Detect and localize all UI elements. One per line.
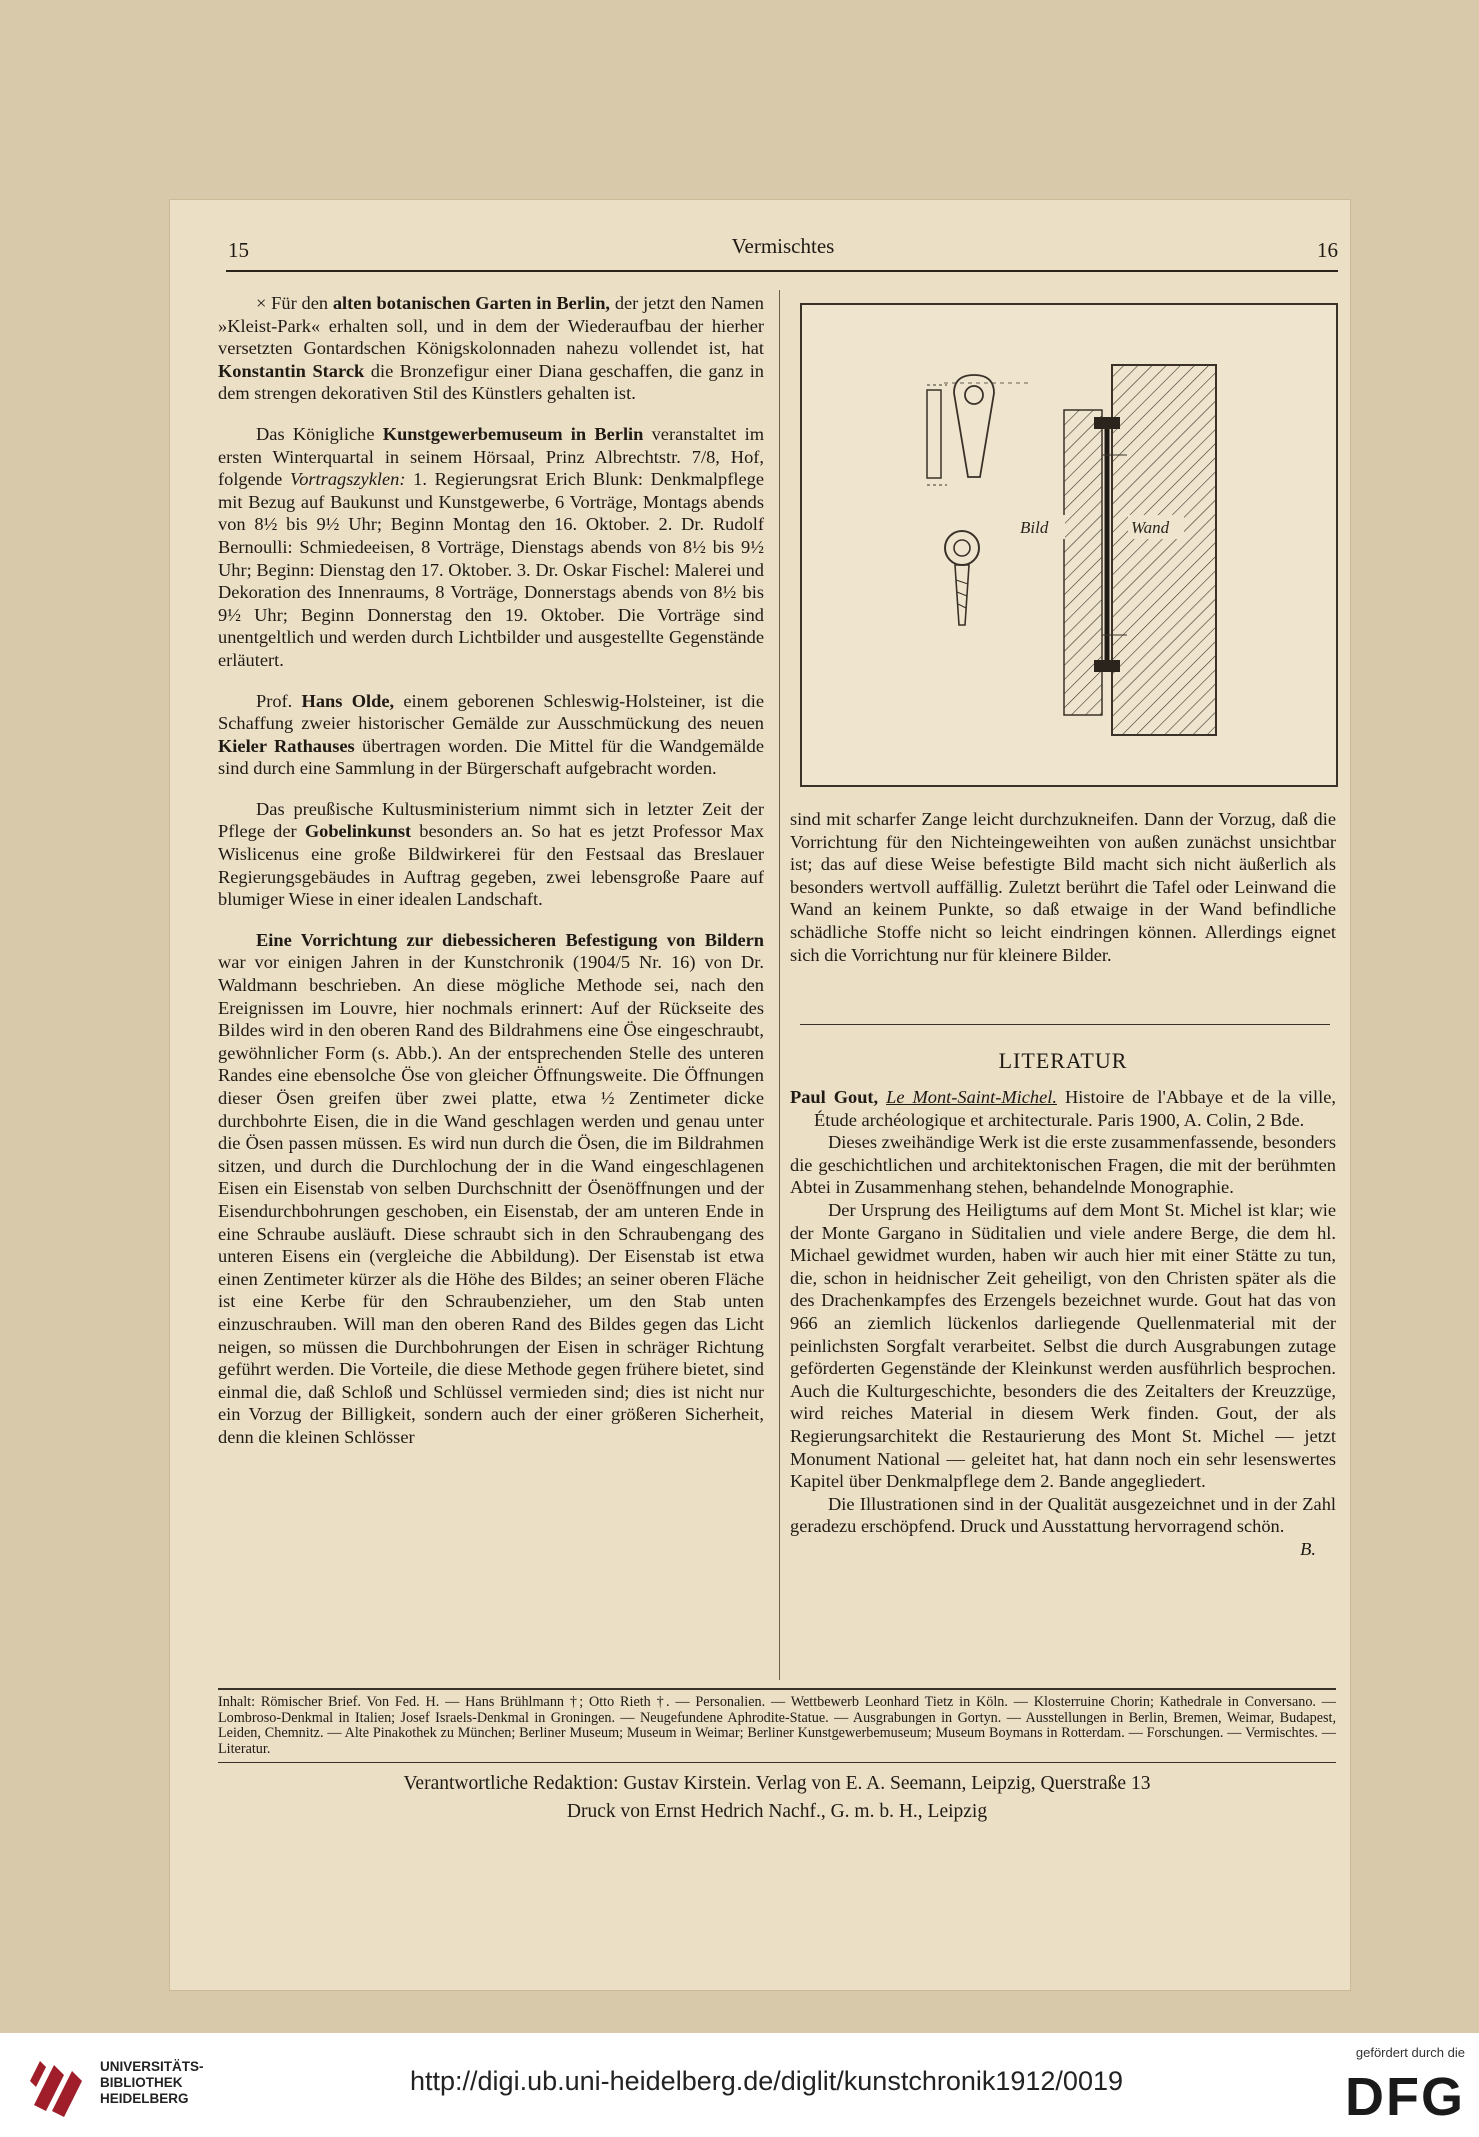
article-continuation: sind mit scharfer Zange leicht durchzukneifen. Dann der Vorzug, daß die Vorrichtung für den Nichteingeweihten von außen zunächst unsichtbar ist; das auf diese Weise befestigte Bild macht sich nicht äußerlich als besonders wertvoll auffällig. Zuletzt berührt die Tafel oder Leinwand die Wand an keinem Punkte, so daß etwaige in der Wand befindliche schädliche Stoffe nicht so leicht eindringen können. Allerdings eignet sich die Vorrichtung nur für kleinere Bilder. <box>790 809 1336 965</box>
screw-eye-ring <box>945 531 979 565</box>
imprint <box>218 1770 1336 1826</box>
table-of-contents: Inhalt: Römischer Brief. Von Fed. H. — Hans Brühlmann †; Otto Rieth †. — Personalien. — Wettbewerb Leonhard Tietz in Köln. — Klosterruine Chorin; Kathedrale in Conversano. — Lombroso-Denkmal in Italien; Josef Israels-Denkmal in Groningen. — Neugefundene Aphrodite-Statue. — Ausgrabungen in Gortyn. — Ausstellungen in Berlin, Bremen, Weimar, Budapest, Leiden, Chemnitz. — Alte Pinakothek zu München; Berliner Museum; Museum in Weimar; Berliner Kunstgewerbemuseum; Museum Boymans in Rotterdam. — Forschungen. — Vermischtes. — Literatur. <box>218 1694 1336 1757</box>
reviewer-signature: B. <box>1300 1538 1316 1559</box>
header-rule <box>226 270 1338 272</box>
literatur-review-p1: Dieses zweihändige Werk ist die erste zusammenfassende, besonders die geschichtlichen und architektonischen Fragen, die mit der berühmten Abtei in Zusammenhang stehen, behandelnde Monographie. <box>790 1132 1336 1198</box>
toc-rule <box>218 1688 1336 1690</box>
article-hans-olde: Prof. Hans Olde, einem geborenen Schleswig-Holsteiner, ist die Schaffung zweier historischer Gemälde zur Ausschmückung des neuen Kieler Rathauses übertragen worden. Die Mittel für die Wandgemälde sind durch eine Sammlung in der Bürgerschaft aufgebracht worden. <box>218 690 764 779</box>
running-head-title: Vermischtes <box>731 234 835 258</box>
imprint-editor: Verantwortliche Redaktion: Gustav Kirstein. Verlag von E. A. Seemann, Leipzig, Querstraße 13 <box>403 1773 1151 1794</box>
literatur-section <box>790 1086 1336 1560</box>
article-diebessichere-befestigung: Eine Vorrichtung zur diebessicheren Befestigung von Bildern war vor einigen Jahren in der Kunstchronik (1904/5 Nr. 16) von Dr. Waldmann beschrieben. An diese mögliche Methode sei, nach den Ereignissen im Louvre, hier nochmals erinnert: Auf der Rückseite des Bildes wird in den oberen Rand des Bildrahmens eine Öse eingeschraubt, gewöhnlicher Form (s. Abb.). An der entsprechenden Stelle des unteren Randes eine ebensolche Öse von gleicher Öffnungsweite. Die Öffnungen dieser Ösen greifen über zwei platte, etwa ½ Zentimeter dicke durchbohrte Eisen, die in die Wand geschlagen werden und genau unter die Ösen passen müssen. Es wird nun durch die Ösen, die im Bildrahmen sitzen, und durch die Durchlochung der in die Wand eingeschlagenen Eisen ein Eisenstab von selben Durchschnitt der Ösenöffnungen und der Eisendurchbohrungen geschoben, ein Eisenstab, der am unteren Ende in eine Schraube ausläuft. Diese schraubt sich in den Schraubengang des unteren Eisens ein (vergleiche die Abbildung). Der Eisenstab ist etwa einen Zentimeter kürzer als die Höhe des Bildes; an seiner oberen Fläche ist eine Kerbe für den Schraubenzieher, um den Stab unten einzuschrauben. Will man den oberen Rand des Bildes gegen das Licht neigen, so müssen die Durchbohrungen der Eisen in schräger Richtung geführt werden. Die Vorteile, die diese Methode gegen frühere bietet, sind einmal die, daß Schloß und Schlüssel vermieden sind; dies ist nicht nur ein Vorzug der Billigkeit, sondern auch der einer größeren Sicherheit, denn die kleinen Schlösser <box>218 929 764 1447</box>
imprint-printer: Druck von Ernst Hedrich Nachf., G. m. b. H., Leipzig <box>566 1801 988 1822</box>
digitization-footer <box>0 2033 1479 2137</box>
left-column <box>218 292 764 1449</box>
literatur-heading: LITERATUR <box>998 1048 1128 1073</box>
permalink-url[interactable]: http://digi.ub.uni-heidelberg.de/diglit/kunstchronik1912/0019 <box>410 2066 1123 2096</box>
lower-iron <box>1094 660 1120 672</box>
university-library-logo-icon <box>24 2045 90 2125</box>
page-number-right: 16 <box>1317 238 1338 262</box>
wall-section <box>1112 365 1216 735</box>
credits-rule <box>218 1762 1336 1763</box>
section-divider <box>800 1024 1330 1025</box>
label-wand: Wand <box>1131 518 1170 537</box>
hanging-device-figure <box>800 303 1338 787</box>
literatur-entry: Paul Gout, Le Mont-Saint-Michel. Histoire de l'Abbaye et de la ville, Étude archéologique et architecturale. Paris 1900, A. Colin, 2 Bde. <box>790 1087 1336 1130</box>
dfg-logo: DFG <box>1345 2067 1465 2127</box>
column-rule <box>779 290 780 1680</box>
funding-caption: gefördert durch die <box>1355 2045 1465 2060</box>
running-header <box>228 234 1338 270</box>
literatur-review-p2: Der Ursprung des Heiligtums auf dem Mont St. Michel ist klar; wie der Monte Gargano in Süditalien und viele andere Berge, die dem hl. Michael gewidmet wurden, haben wir auch hier mit einer Stätte zu tun, die, schon in heidnischer Zeit geheiligt, von den Christen später als die des Drachenkampfes des Erzengels bezeichnet wurde. Gout hat das von 966 an ziemlich lückenlos darliegende Quellenmaterial mit der peinlichsten Sorgfalt verarbeitet. Selbst die durch Ausgrabungen zutage geförderten Gegenstände der Kleinkunst werden ausführlich besprochen. Auch die Kulturgeschichte, besonders die des Zeitalters der Kreuzzüge, wird reiches Material in diesem Werk finden. Gout, der als Regierungsarchitekt die Restaurierung des Mont St. Michel — jetzt Monument National — geleitet hat, hat dann noch ein sehr lesenswertes Kapitel über Denkmalpflege dem 2. Bande angegliedert. <box>790 1199 1336 1492</box>
article-gobelinkunst: Das preußische Kultusministerium nimmt sich in letzter Zeit der Pflege der Gobelinkunst besonders an. So hat es jetzt Professor Max Wislicenus eine große Bildwirkerei für den Festsaal das Breslauer Regierungsgebäudes in Auftrag gegeben, zwei lebensgroße Paare auf blumiger Wiese in einer idealen Landschaft. <box>218 798 764 910</box>
screw-eye-shank <box>955 565 969 625</box>
right-column-continuation <box>790 808 1336 966</box>
page-number-left: 15 <box>228 238 249 262</box>
literatur-review-p3: Die Illustrationen sind in der Qualität ausgezeichnet und in der Zahl geradezu erschöpfend. Druck und Ausstattung hervorragend schön. B. <box>790 1493 1336 1559</box>
cross-mark: × <box>256 293 267 313</box>
label-bild: Bild <box>1020 518 1049 537</box>
upper-iron <box>1094 417 1120 429</box>
hanging-device-drawing <box>802 305 1336 785</box>
eye-plate-front <box>954 375 994 477</box>
article-kunstgewerbemuseum: Das Königliche Kunstgewerbemuseum in Berlin veranstaltet im ersten Winterquartal in seinem Hörsaal, Prinz Albrechtstr. 7/8, Hof, folgende Vortragszyklen: 1. Regierungsrat Erich Blunk: Denkmalpflege mit Bezug auf Baukunst und Kunstgewerbe, 6 Vorträge, Montags abends von 8½ bis 9½ Uhr; Beginn Montag den 16. Oktober. 2. Dr. Rudolf Bernoulli: Schmiedeeisen, 8 Vorträge, Dienstags abends von 8½ bis 9½ Uhr; Beginn: Dienstag den 17. Oktober. 3. Dr. Oskar Fischel: Malerei und Dekoration des Innenraums, 8 Vorträge, Donnerstags abends von 8½ bis 9½ Uhr; Beginn Donnerstag den 19. Oktober. Die Vorträge sind unentgeltlich und werden durch Lichtbilder und ausgestellte Gegenstände erläutert. <box>218 423 765 670</box>
eye-plate-side <box>927 390 941 478</box>
library-name: UNIVERSITÄTS- BIBLIOTHEK HEIDELBERG <box>100 2059 204 2106</box>
article-botanical-garden: × Für den alten botanischen Garten in Berlin, der jetzt den Namen »Kleist-Park« erhalten soll, und in dem der Wiederaufbau der hierher versetzten Gontardschen Königskolonnaden nahezu vollendet ist, hat Konstantin Starck die Bronzefigur einer Diana geschaffen, die ganz in dem strengen dekorativen Stil des Künstlers gehalten ist. <box>218 293 764 404</box>
